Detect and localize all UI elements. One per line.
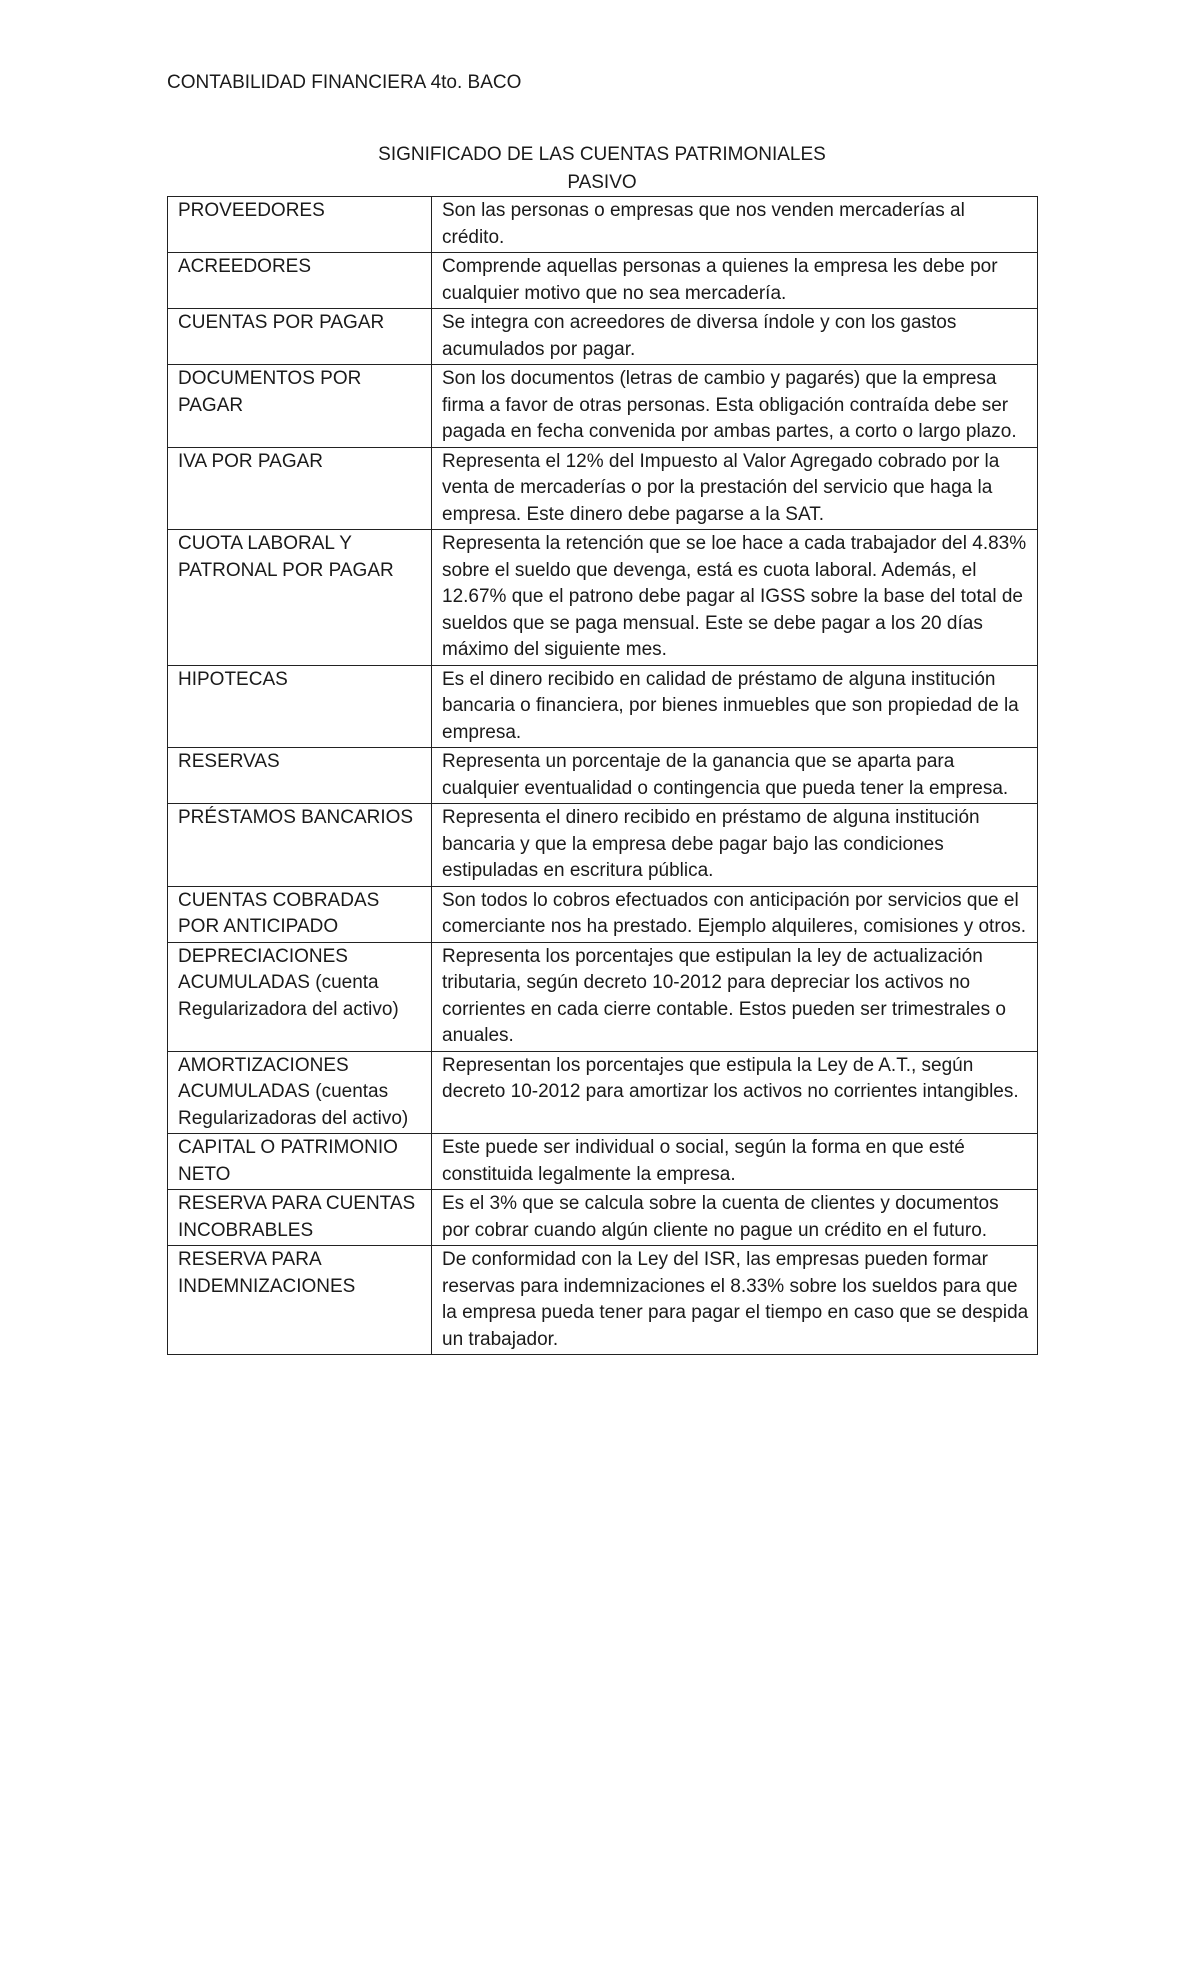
account-description: Es el dinero recibido en calidad de préstamo de alguna institución bancaria o financiera, por bienes inmuebles que son propiedad de la empresa.	[432, 665, 1038, 748]
account-name: IVA POR PAGAR	[168, 447, 432, 530]
account-description: Representa el dinero recibido en préstamo de alguna institución bancaria y que la empresa debe pagar bajo las condiciones estipuladas en escritura pública.	[432, 804, 1038, 887]
document-subtitle: PASIVO	[567, 172, 637, 193]
account-description: Representa los porcentajes que estipulan la ley de actualización tributaria, según decreto 10-2012 para depreciar los activos no corrientes en cada cierre contable. Estos pueden ser trimestrales o anuales.	[432, 942, 1038, 1051]
account-description: Se integra con acreedores de diversa índole y con los gastos acumulados por pagar.	[432, 309, 1038, 365]
account-name: CAPITAL O PATRIMONIO NETO	[168, 1134, 432, 1190]
table-row	[168, 365, 1038, 448]
account-description: Representa el 12% del Impuesto al Valor Agregado cobrado por la venta de mercaderías o por la prestación del servicio que haga la empresa. Este dinero debe pagarse a la SAT.	[432, 447, 1038, 530]
table-row	[168, 530, 1038, 666]
account-description: Son las personas o empresas que nos venden mercaderías al crédito.	[432, 197, 1038, 253]
account-name: CUENTAS COBRADAS POR ANTICIPADO	[168, 886, 432, 942]
table-row	[168, 886, 1038, 942]
table-row	[168, 253, 1038, 309]
table-row	[168, 1051, 1038, 1134]
table-row	[168, 1134, 1038, 1190]
account-description: Son todos lo cobros efectuados con anticipación por servicios que el comerciante nos ha prestado. Ejemplo alquileres, comisiones y otros.	[432, 886, 1038, 942]
account-description: Este puede ser individual o social, según la forma en que esté constituida legalmente la empresa.	[432, 1134, 1038, 1190]
account-name: RESERVA PARA INDEMNIZACIONES	[168, 1246, 432, 1355]
account-name: CUOTA LABORAL Y PATRONAL POR PAGAR	[168, 530, 432, 666]
account-description: Representa un porcentaje de la ganancia que se aparta para cualquier eventualidad o contingencia que pueda tener la empresa.	[432, 748, 1038, 804]
table-row	[168, 942, 1038, 1051]
account-name: DOCUMENTOS POR PAGAR	[168, 365, 432, 448]
account-description: Comprende aquellas personas a quienes la empresa les debe por cualquier motivo que no sea mercadería.	[432, 253, 1038, 309]
table-row	[168, 1190, 1038, 1246]
account-name: ACREEDORES	[168, 253, 432, 309]
table-row	[168, 309, 1038, 365]
table-row	[168, 197, 1038, 253]
account-name: PRÉSTAMOS BANCARIOS	[168, 804, 432, 887]
accounts-table	[167, 196, 1038, 1355]
account-description: Representa la retención que se loe hace a cada trabajador del 4.83% sobre el sueldo que devenga, está es cuota laboral. Además, el 12.67% que el patrono debe pagar al IGSS sobre la base del total de sueldos que se paga mensual. Este se debe pagar a los 20 días máximo del siguiente mes.	[432, 530, 1038, 666]
document-title: SIGNIFICADO DE LAS CUENTAS PATRIMONIALES	[378, 144, 826, 165]
table-row	[168, 748, 1038, 804]
table-row	[168, 665, 1038, 748]
table-row	[168, 447, 1038, 530]
account-description: Son los documentos (letras de cambio y pagarés) que la empresa firma a favor de otras personas. Esta obligación contraída debe ser pagada en fecha convenida por ambas partes, a corto o largo plazo.	[432, 365, 1038, 448]
account-name: CUENTAS POR PAGAR	[168, 309, 432, 365]
account-description: De conformidad con la Ley del ISR, las empresas pueden formar reservas para indemnizaciones el 8.33% sobre los sueldos para que la empresa pueda tener para pagar el tiempo en caso que se despida un trabajador.	[432, 1246, 1038, 1355]
title-block	[167, 141, 1037, 197]
table-row	[168, 804, 1038, 887]
account-name: HIPOTECAS	[168, 665, 432, 748]
account-name: RESERVAS	[168, 748, 432, 804]
account-name: PROVEEDORES	[168, 197, 432, 253]
document-header: CONTABILIDAD FINANCIERA 4to. BACO	[167, 72, 522, 93]
account-description: Es el 3% que se calcula sobre la cuenta de clientes y documentos por cobrar cuando algún cliente no pague un crédito en el futuro.	[432, 1190, 1038, 1246]
account-description: Representan los porcentajes que estipula la Ley de A.T., según decreto 10-2012 para amortizar los activos no corrientes intangibles.	[432, 1051, 1038, 1134]
account-name: AMORTIZACIONES ACUMULADAS (cuentas Regularizadoras del activo)	[168, 1051, 432, 1134]
account-name: RESERVA PARA CUENTAS INCOBRABLES	[168, 1190, 432, 1246]
table-row	[168, 1246, 1038, 1355]
account-name: DEPRECIACIONES ACUMULADAS (cuenta Regularizadora del activo)	[168, 942, 432, 1051]
